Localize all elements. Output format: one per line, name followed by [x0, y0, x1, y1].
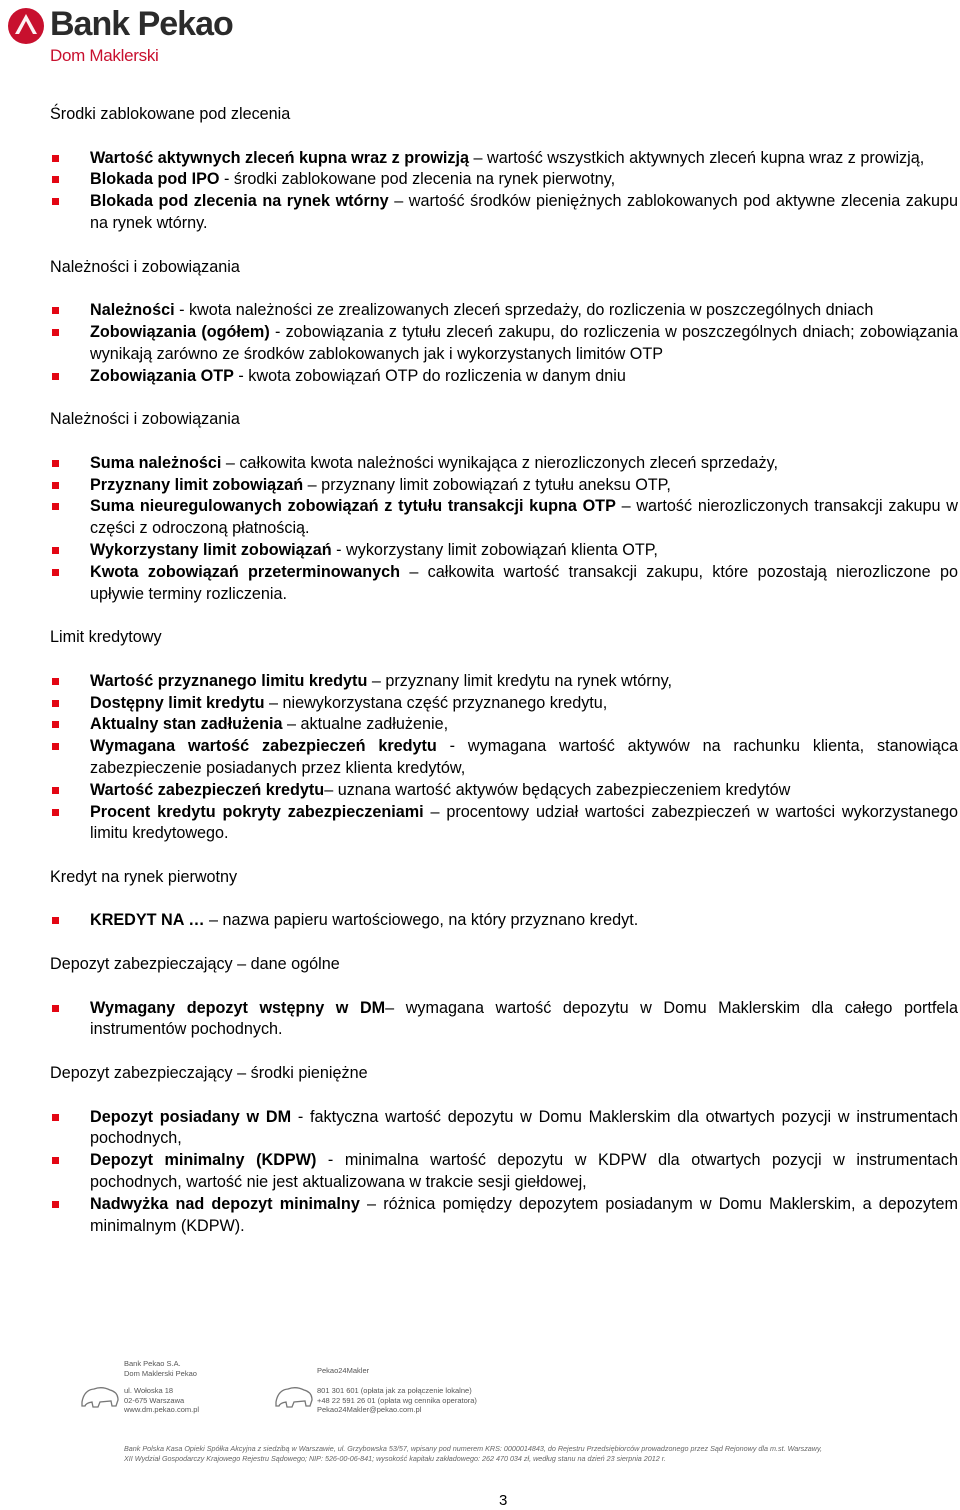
spacer [50, 431, 958, 453]
spacer [50, 1041, 958, 1063]
footer-contact-line: +48 22 591 26 01 (opłata wg cennika operatora) [317, 1395, 477, 1405]
list-item [50, 693, 958, 715]
list-item-description: – całkowita kwota należności wynikająca z nierozliczonych zleceń sprzedaży, [221, 453, 778, 472]
section-heading: Depozyt zabezpieczający – dane ogólne [50, 955, 340, 974]
list-item [50, 496, 958, 540]
bullet-list [50, 148, 958, 235]
list-item-description: – aktualne zadłużenie, [282, 715, 449, 734]
list-item [50, 475, 958, 497]
list-item-term: Nadwyżka nad depozyt minimalny [90, 1194, 360, 1213]
list-item [50, 540, 958, 562]
list-item [50, 1107, 958, 1151]
bullet-list [50, 453, 958, 606]
footer-contact-line: Pekao24Makler@pekao.com.pl [317, 1405, 422, 1414]
list-item-description: – wartość nierozliczonych transakcji zakupu w części z odroczoną płatnością. [90, 497, 958, 538]
list-item-description: - środki zablokowane pod zlecenia na rynek pierwotny, [219, 170, 616, 189]
red-square-bullet-icon [52, 1157, 59, 1164]
red-square-bullet-icon [52, 547, 59, 554]
list-item-term: KREDYT NA … [90, 911, 205, 930]
red-square-bullet-icon [52, 1005, 59, 1012]
list-item-description: – procentowy udział wartości zabezpieczeń w wartości wykorzystanego limitu kredytowego. [90, 802, 958, 843]
red-square-bullet-icon [52, 329, 59, 336]
red-square-bullet-icon [52, 373, 59, 380]
footer-legal-notice [124, 1444, 904, 1464]
list-item-term: Wymagany depozyt wstępny w DM [90, 998, 386, 1017]
list-item-description: - minimalna wartość depozytu w KDPW dla otwartych pozycji w instrumentach pochodnych, wartość nie jest aktualizowana w trakcie sesji giełdowej, [90, 1151, 958, 1192]
footer-contact-line: 801 301 601 (opłata jak za połączenie lokalne) [317, 1386, 472, 1395]
list-item [50, 300, 958, 322]
red-square-bullet-icon [52, 917, 59, 924]
spacer [50, 976, 958, 998]
red-square-bullet-icon [52, 155, 59, 162]
red-square-bullet-icon [52, 1201, 59, 1208]
footer-company-line: Dom Maklerski Pekao [124, 1368, 197, 1378]
section-heading: Należności i zobowiązania [50, 257, 240, 276]
list-item-term: Wymagana wartość zabezpieczeń kredytu [90, 737, 437, 756]
section-heading: Limit kredytowy [50, 628, 162, 647]
logo-subbrand-text: Dom Maklerski [50, 46, 159, 65]
red-square-bullet-icon [52, 721, 59, 728]
footer-address [124, 1386, 199, 1415]
footer-service-name: Pekao24Makler [317, 1366, 370, 1375]
list-item-term: Przyznany limit zobowiązań [90, 475, 304, 494]
red-square-bullet-icon [52, 460, 59, 467]
list-item [50, 562, 958, 606]
red-square-bullet-icon [52, 700, 59, 707]
list-item [50, 1150, 958, 1194]
footer-company [124, 1359, 197, 1378]
red-square-bullet-icon [52, 503, 59, 510]
section-heading: Środki zablokowane pod zlecenia [50, 105, 291, 123]
bank-pekao-logo [6, 4, 246, 68]
bullet-list [50, 998, 958, 1042]
footer-address-line: ul. Wołoska 18 [124, 1386, 174, 1395]
spacer [50, 932, 958, 954]
spacer [50, 649, 958, 671]
list-item-description: – różnica pomiędzy depozytem posiadanym w Domu Maklerskim, a depozytem minimalnym (KDPW). [90, 1194, 958, 1235]
bullet-list [50, 910, 958, 932]
list-item-description: – niewykorzystana część przyznanego kredytu, [264, 693, 608, 712]
list-item-description: – nazwa papieru wartościowego, na który przyznano kredyt. [204, 911, 639, 930]
list-item-term: Zobowiązania OTP [90, 366, 234, 385]
spacer [50, 126, 958, 148]
spacer [50, 605, 958, 627]
list-item [50, 1194, 958, 1238]
red-square-bullet-icon [52, 176, 59, 183]
footer-legal-line: Bank Polska Kasa Opieki Spółka Akcyjna z siedzibą w Warszawie, ul. Grzybowska 53/57, wpisany pod numerem KRS: 0000014843, do Rejestru Przedsiębiorców prowadzonego przez Sąd Rejonowy dla m.st. Warszawy, [124, 1444, 823, 1453]
list-item-description: – całkowita wartość transakcji zakupu, które pozostają nierozliczone po upływie terminy rozliczenia. [90, 562, 958, 603]
red-square-bullet-icon [52, 1114, 59, 1121]
list-item [50, 322, 958, 366]
list-item-term: Wykorzystany limit zobowiązań [90, 540, 332, 559]
list-item [50, 453, 958, 475]
list-item-description: - faktyczna wartość depozytu w Domu Maklerskim dla otwartych pozycji w instrumentach pochodnych, [90, 1107, 958, 1148]
list-item-term: Suma nieuregulowanych zobowiązań z tytułu transakcji kupna OTP [90, 497, 616, 516]
list-item-term: Depozyt minimalny (KDPW) [90, 1151, 317, 1170]
list-item-term: Depozyt posiadany w DM [90, 1107, 292, 1126]
list-item [50, 169, 958, 191]
list-item [50, 671, 958, 693]
list-item-term: Blokada pod zlecenia na rynek wtórny [90, 192, 389, 211]
list-item [50, 910, 958, 932]
list-item-description: - kwota należności ze zrealizowanych zleceń sprzedaży, do rozliczenia w poszczególnych dniach [174, 301, 874, 320]
bullet-list [50, 671, 958, 845]
footer-contact [317, 1386, 477, 1415]
list-item-description: - wymagana wartość aktywów na rachunku klienta, stanowiąca zabezpieczenie posiadanych przez klienta kredytów, [90, 737, 958, 777]
list-item [50, 148, 958, 170]
list-item-description: – uznana wartość aktywów będących zabezpieczeniem kredytów [324, 780, 791, 799]
list-item-term: Należności [90, 301, 175, 320]
list-item-term: Suma należności [90, 453, 222, 472]
bison-icon [80, 1382, 120, 1410]
list-item-description: - kwota zobowiązań OTP do rozliczenia w danym dniu [233, 366, 626, 385]
list-item-term: Wartość aktywnych zleceń kupna wraz z prowizją [90, 148, 470, 167]
list-item [50, 366, 958, 388]
bison-icon [274, 1382, 314, 1410]
bullet-list [50, 300, 958, 387]
page-number: 3 [499, 1492, 508, 1509]
list-item-term: Zobowiązania (ogółem) [90, 322, 270, 341]
red-square-bullet-icon [52, 307, 59, 314]
red-square-bullet-icon [52, 787, 59, 794]
spacer [50, 889, 958, 911]
section-heading: Depozyt zabezpieczający – środki pieniężne [50, 1064, 368, 1083]
list-item-description: – wymagana wartość depozytu w Domu Maklerskim dla całego portfela instrumentów pochodnych. [90, 998, 958, 1039]
red-square-bullet-icon [52, 678, 59, 685]
list-item [50, 714, 958, 736]
bullet-list [50, 1107, 958, 1238]
spacer [50, 1085, 958, 1107]
logo-brand-text: Bank Pekao [50, 5, 233, 43]
list-item-description: – wartość wszystkich aktywnych zleceń kupna wraz z prowizją, [469, 148, 925, 167]
footer-address-line: 02-675 Warszawa [124, 1395, 185, 1405]
list-item [50, 780, 958, 802]
footer-legal-line: XII Wydział Gospodarczy Krajowego Rejestru Sądowego; NIP: 526-00-06-841; wysokość kapitału zakładowego: 262 470 034 zł, według stanu na dzień 23 sierpnia 2012 r. [124, 1454, 666, 1463]
list-item-term: Kwota zobowiązań przeterminowanych [90, 562, 401, 581]
section-heading: Kredyt na rynek pierwotny [50, 867, 238, 886]
list-item-description: – wartość środków pieniężnych zablokowanych pod aktywne zlecenia zakupu na rynek wtórny. [90, 192, 958, 232]
spacer [50, 278, 958, 300]
list-item-description: - wykorzystany limit zobowiązań klienta OTP, [331, 540, 658, 559]
section-heading: Należności i zobowiązania [50, 410, 240, 429]
list-item-term: Wartość zabezpieczeń kredytu [90, 780, 325, 799]
list-item-description: – przyznany limit kredytu na rynek wtórny, [367, 671, 673, 690]
footer [0, 1355, 960, 1475]
list-item-term: Blokada pod IPO [90, 170, 220, 189]
red-square-bullet-icon [52, 743, 59, 750]
red-square-bullet-icon [52, 569, 59, 576]
spacer [50, 235, 958, 257]
red-square-bullet-icon [52, 198, 59, 205]
footer-address-line: www.dm.pekao.com.pl [124, 1405, 200, 1414]
red-square-bullet-icon [52, 482, 59, 489]
list-item-term: Dostępny limit kredytu [90, 693, 265, 712]
list-item-term: Aktualny stan zadłużenia [90, 715, 283, 734]
list-item-description: – przyznany limit zobowiązań z tytułu aneksu OTP, [303, 475, 671, 494]
list-item [50, 736, 958, 780]
spacer [50, 845, 958, 867]
spacer [50, 387, 958, 409]
red-square-bullet-icon [52, 809, 59, 816]
list-item [50, 191, 958, 235]
list-item [50, 802, 958, 846]
footer-company-line: Bank Pekao S.A. [124, 1359, 181, 1368]
list-item-description: - zobowiązania z tytułu zleceń zakupu, do rozliczenia w poszczególnych dniach; zobowiązania wynikają zarówno ze środków zablokowanych jak i wykorzystanych limitów OTP [90, 322, 958, 363]
list-item-term: Procent kredytu pokryty zabezpieczeniami [90, 802, 424, 821]
pekao-emblem-icon [6, 6, 46, 46]
list-item [50, 998, 958, 1042]
document-body [50, 104, 958, 1237]
list-item-term: Wartość przyznanego limitu kredytu [90, 671, 368, 690]
